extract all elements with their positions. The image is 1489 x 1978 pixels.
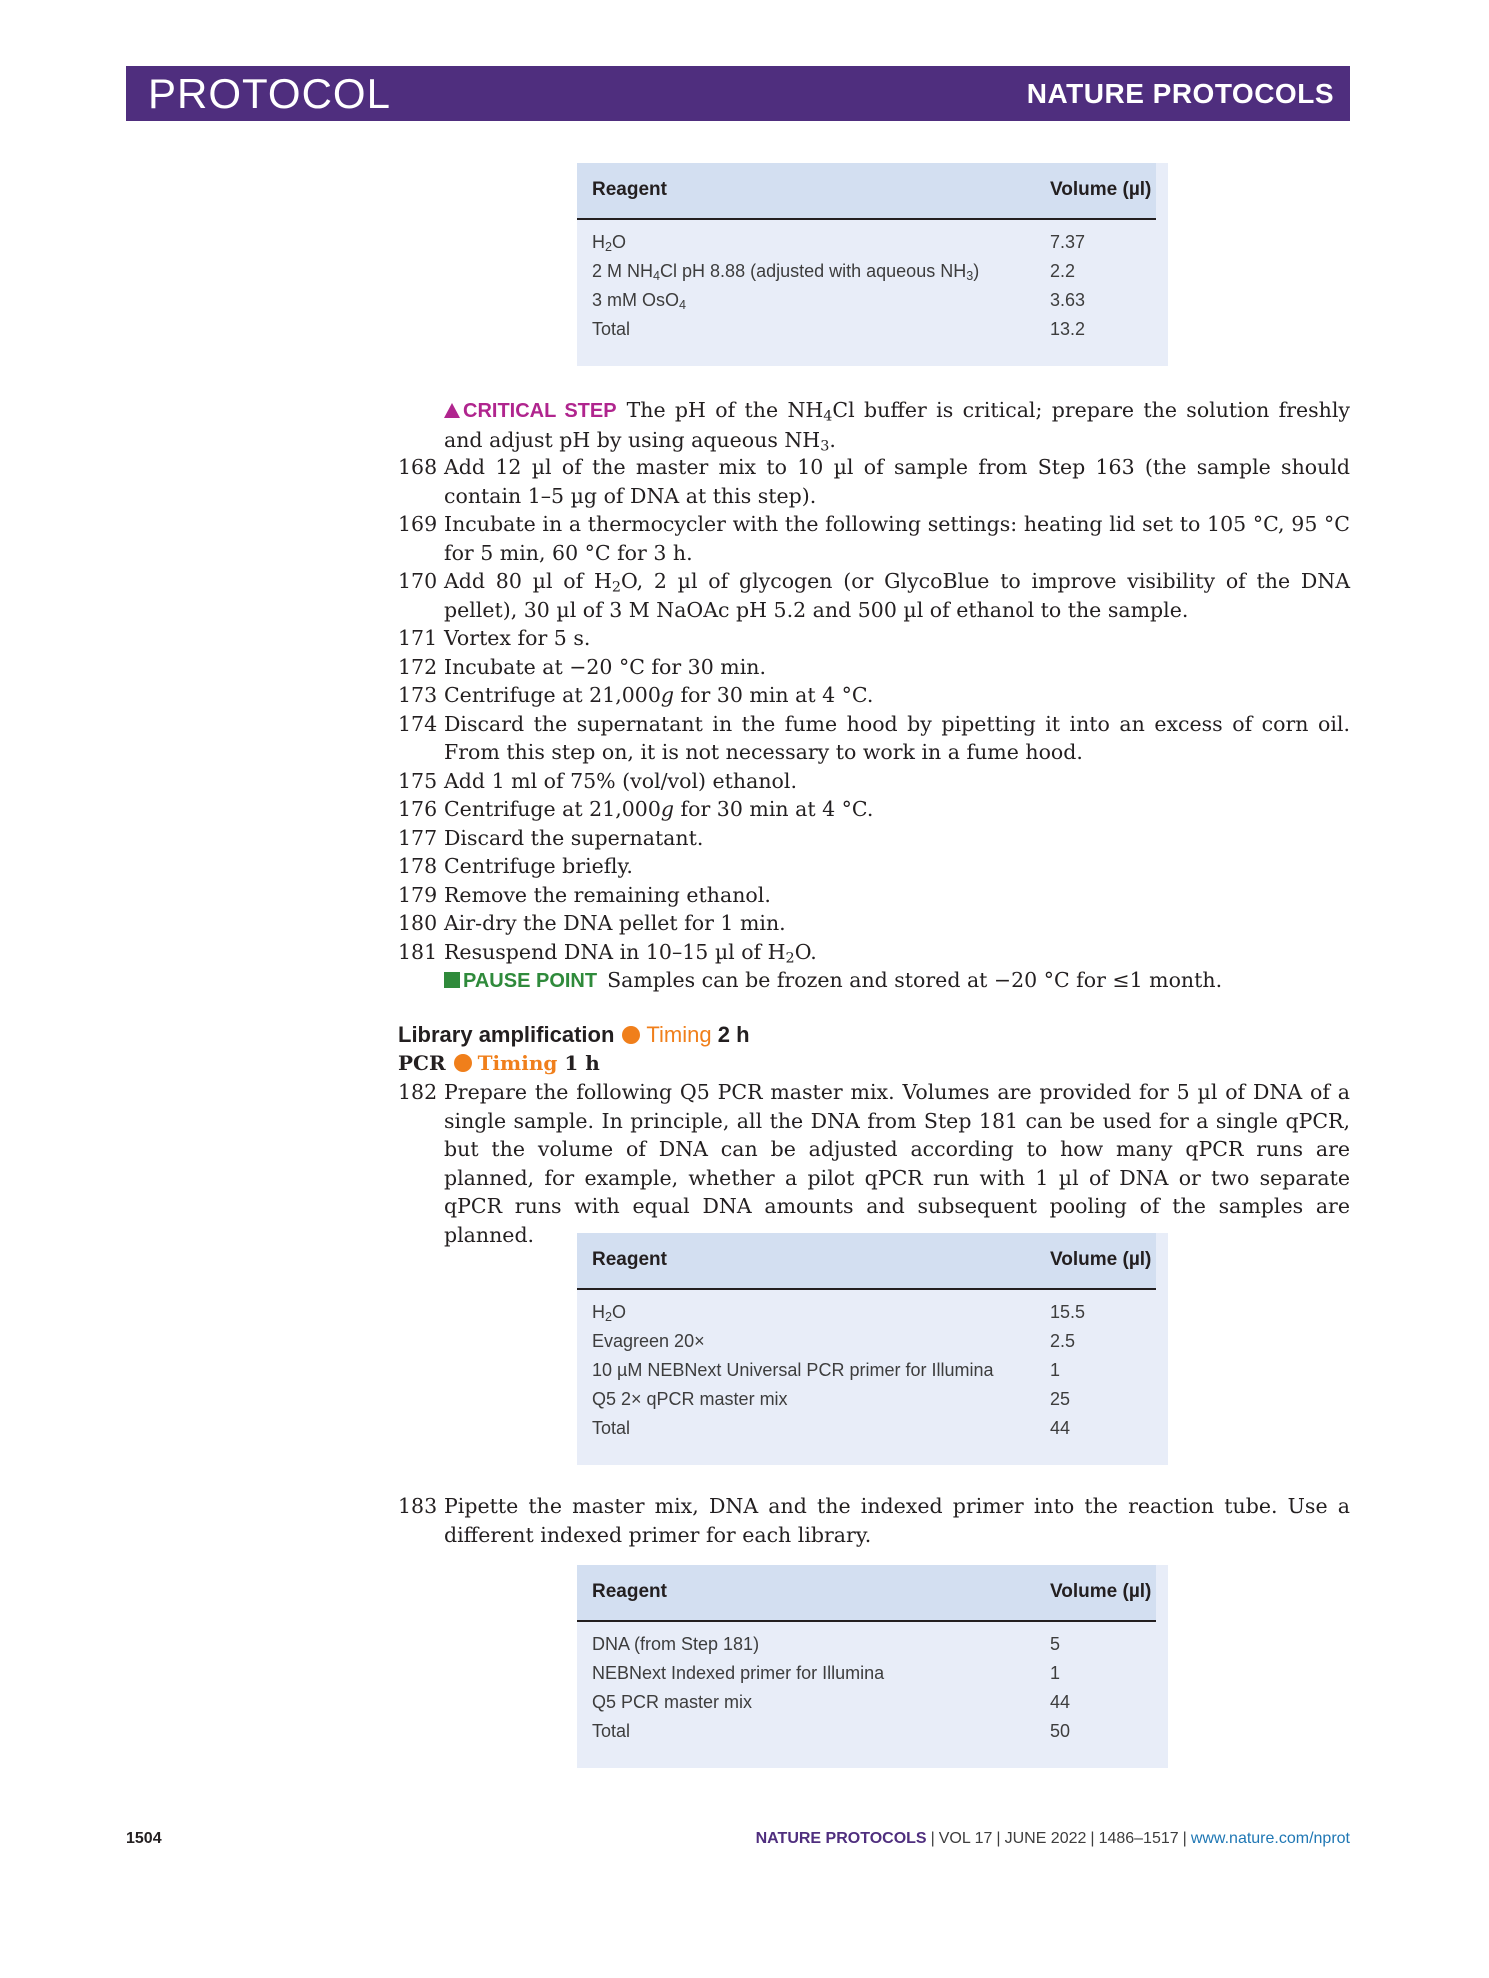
step-text: Resuspend DNA in 10–15 µl of $H_2O$. <box>444 939 817 967</box>
step-number: 177 <box>398 825 438 850</box>
journal-header-bar <box>126 66 1350 121</box>
table-row <box>577 1630 1168 1659</box>
timing-value: 1 h <box>564 1051 600 1075</box>
timing-label: Timing <box>646 1022 712 1047</box>
volume-cell: 25 <box>1050 1389 1071 1409</box>
volume-cell: 1 <box>1050 1663 1061 1683</box>
procedure-step <box>398 710 1350 767</box>
critical-step-text: The pH of the $NH_4Cl$ buffer is critical; prepare the solution freshly and adjust pH by using aqueous $NH_3$. <box>444 398 1350 455</box>
volume-cell: 7.37 <box>1050 232 1086 252</box>
critical-step-label: CRITICAL STEP <box>444 400 617 422</box>
section-heading <box>398 1022 750 1048</box>
table-row <box>577 257 1168 286</box>
table-body <box>577 1290 1168 1465</box>
procedure-step <box>398 824 1350 853</box>
pause-point-note <box>398 966 1350 996</box>
step-text: Incubate in a thermocycler with the following settings: heating lid set to 105 °C, 95 °C for 5 min, 60 °C for 3 h. <box>444 512 1350 565</box>
step-number: 169 <box>398 512 438 536</box>
table-row <box>577 1659 1168 1688</box>
table-row <box>577 1298 1168 1327</box>
step-number: 172 <box>398 654 438 679</box>
procedure-step <box>398 938 1350 967</box>
volume-cell: 5 <box>1050 1634 1061 1654</box>
procedure-step <box>398 881 1350 910</box>
step-text: Add 1 ml of 75% (vol/vol) ethanol. <box>444 768 797 793</box>
column-header-reagent: Reagent <box>592 1581 667 1602</box>
procedure-step <box>398 1078 1350 1249</box>
step-number: 170 <box>398 569 438 593</box>
step-number: 182 <box>398 1080 438 1104</box>
step-text: Incubate at −20 °C for 30 min. <box>444 654 766 679</box>
critical-step-note <box>444 396 1350 454</box>
volume-cell: 13.2 <box>1050 319 1086 339</box>
procedure-step <box>398 624 1350 653</box>
step-text: Prepare the following Q5 PCR master mix. Volumes are provided for 5 µl of DNA of a single sample. In principle, all the DNA from Step 181 can be used for a single qPCR, but the volume of DNA can be adjusted according to how many qPCR runs are planned, for example, whether a pilot qPCR run with 1 µl of DNA or two separate qPCR runs with equal DNA amounts and subsequent pooling of the samples are planned. <box>444 1080 1350 1247</box>
step-text: Pipette the master mix, DNA and the indexed primer into the reaction tube. Use a different indexed primer for each library. <box>444 1494 1350 1547</box>
step-text: Centrifuge at 21,000g for 30 min at 4 °C. <box>444 797 874 821</box>
step-text: Air-dry the DNA pellet for 1 min. <box>444 911 786 935</box>
page-number: 1504 <box>126 1830 162 1847</box>
table-row <box>577 286 1168 315</box>
reagent-cell: 2 M $NH_4Cl$ pH 8.88 (adjusted with aqueous $NH_3$) <box>592 261 980 284</box>
timing-dot-icon <box>622 1026 640 1044</box>
reagent-cell: $H_2O$ <box>592 1302 627 1325</box>
table-body <box>577 220 1168 366</box>
timing-dot-icon <box>454 1054 472 1072</box>
timing-value: 2 h <box>717 1022 750 1047</box>
pause-point-text: Samples can be frozen and stored at −20 °C for ≤1 month. <box>607 968 1223 992</box>
reagent-cell: DNA (from Step 181) <box>592 1634 760 1654</box>
procedure-step <box>398 681 1350 710</box>
procedure-step <box>398 767 1350 796</box>
column-header-reagent: Reagent <box>592 179 667 200</box>
table-row <box>577 1688 1168 1717</box>
reagent-table-osmium <box>577 163 1168 366</box>
step-text: Centrifuge briefly. <box>444 854 633 878</box>
volume-cell: 2.5 <box>1050 1331 1076 1351</box>
table-row <box>577 315 1168 344</box>
column-header-volume: Volume (µl) <box>1050 1249 1152 1270</box>
table-header <box>577 1565 1156 1622</box>
step-text: Discard the supernatant. <box>444 825 704 850</box>
column-header-reagent: Reagent <box>592 1249 667 1270</box>
step-number: 179 <box>398 882 438 907</box>
warning-triangle-icon <box>444 403 460 418</box>
volume-cell: 3.63 <box>1050 290 1086 310</box>
procedure-step-183 <box>398 1492 1350 1549</box>
footer-citation: NATURE PROTOCOLS | VOL 17 | JUNE 2022 | 1486–1517 | www.nature.com/nprot <box>755 1830 1350 1847</box>
step-text: Remove the remaining ethanol. <box>444 882 771 907</box>
table-row <box>577 1356 1168 1385</box>
procedure-steps-168-181 <box>398 453 1350 996</box>
step-number: 180 <box>398 911 438 935</box>
column-header-volume: Volume (µl) <box>1050 1581 1152 1602</box>
procedure-step <box>398 795 1350 824</box>
step-number: 181 <box>398 939 438 964</box>
procedure-step <box>398 567 1350 624</box>
reagent-cell: $H_2O$ <box>592 232 627 255</box>
volume-cell: 15.5 <box>1050 1302 1086 1322</box>
reagent-cell: Total <box>592 1418 631 1438</box>
step-number: 168 <box>398 455 438 479</box>
volume-cell: 44 <box>1050 1692 1071 1712</box>
volume-cell: 50 <box>1050 1721 1071 1741</box>
step-text: Vortex for 5 s. <box>444 626 591 650</box>
column-header-volume: Volume (µl) <box>1050 179 1152 200</box>
reagent-cell: NEBNext Indexed primer for Illumina <box>592 1663 885 1683</box>
step-text: Centrifuge at 21,000g for 30 min at 4 °C. <box>444 683 874 707</box>
procedure-step <box>398 852 1350 881</box>
step-number: 174 <box>398 711 438 736</box>
table-body <box>577 1622 1168 1768</box>
volume-cell: 2.2 <box>1050 261 1076 281</box>
footer-volume: VOL 17 <box>938 1830 993 1847</box>
step-text: Discard the supernatant in the fume hood by pipetting it into an excess of corn oil. From this step on, it is not necessary to work in a fume hood. <box>444 711 1350 764</box>
subsection-heading <box>398 1051 600 1075</box>
step-text: Add 12 µl of the master mix to 10 µl of sample from Step 163 (the sample should contain 1–5 µg of DNA at this step). <box>444 455 1350 508</box>
reagent-cell: 10 µM NEBNext Universal PCR primer for Illumina <box>592 1360 994 1380</box>
pause-square-icon <box>444 972 460 988</box>
pause-point-label: PAUSE POINT <box>444 970 597 992</box>
table-row <box>577 1717 1168 1746</box>
volume-cell: 44 <box>1050 1418 1071 1438</box>
procedure-step <box>398 453 1350 510</box>
timing-label: Timing <box>477 1051 558 1075</box>
reagent-cell: Total <box>592 319 631 339</box>
reagent-table-pcr-mix <box>577 1233 1168 1465</box>
step-number: 175 <box>398 768 438 793</box>
step-number: 173 <box>398 683 438 707</box>
reagent-cell: 3 mM OsO$_4$ <box>592 290 687 313</box>
table-header <box>577 163 1156 220</box>
table-row <box>577 1414 1168 1443</box>
procedure-step <box>398 653 1350 682</box>
procedure-step <box>398 909 1350 938</box>
footer-url-link[interactable]: www.nature.com/nprot <box>1190 1830 1350 1847</box>
step-number: 176 <box>398 797 438 821</box>
footer-journal: NATURE PROTOCOLS <box>755 1830 927 1847</box>
volume-cell: 1 <box>1050 1360 1061 1380</box>
subsection-title: PCR <box>398 1051 446 1075</box>
reagent-cell: Q5 PCR master mix <box>592 1692 753 1712</box>
section-title: Library amplification <box>398 1022 615 1047</box>
table-row <box>577 228 1168 257</box>
step-number: 178 <box>398 854 438 878</box>
footer-pages: 1486–1517 <box>1098 1830 1179 1847</box>
table-row <box>577 1385 1168 1414</box>
procedure-step-182 <box>398 1078 1350 1249</box>
procedure-step <box>398 1492 1350 1549</box>
procedure-step <box>398 510 1350 567</box>
section-label: PROTOCOL <box>148 70 391 117</box>
reagent-cell: Total <box>592 1721 631 1741</box>
journal-name: NATURE PROTOCOLS <box>1026 78 1334 109</box>
reagent-cell: Q5 2× qPCR master mix <box>592 1389 788 1409</box>
step-number: 171 <box>398 626 438 650</box>
reagent-table-reaction <box>577 1565 1168 1768</box>
step-text: Add 80 µl of $H_2O$, 2 µl of glycogen (or GlycoBlue to improve visibility of the DNA pellet), 30 µl of 3 M NaOAc pH 5.2 and 500 µl of ethanol to the sample. <box>444 569 1351 622</box>
reagent-cell: Evagreen 20× <box>592 1331 705 1351</box>
step-number: 183 <box>398 1494 438 1518</box>
table-header <box>577 1233 1156 1290</box>
footer-date: JUNE 2022 <box>1004 1830 1087 1847</box>
table-row <box>577 1327 1168 1356</box>
